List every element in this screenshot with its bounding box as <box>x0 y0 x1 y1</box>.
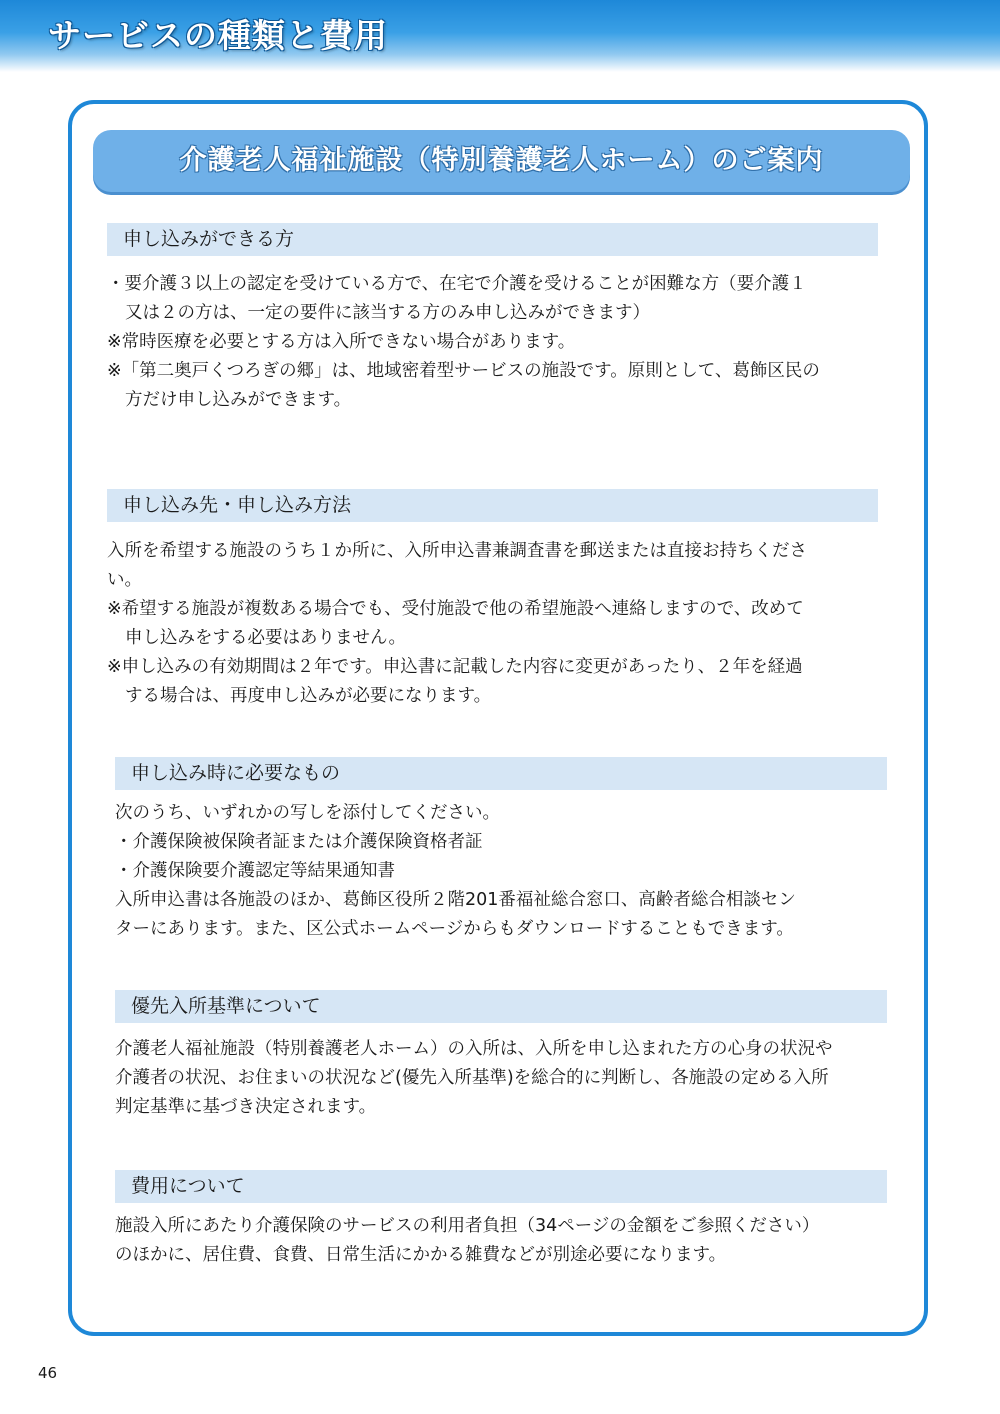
paragraph-application-method <box>107 537 897 711</box>
text-line: い。 <box>107 570 142 590</box>
text-line: 又は２の方は、一定の要件に該当する方のみ申し込みができます） <box>125 303 650 323</box>
text-line: ・介護保険要介護認定等結果通知書 <box>115 861 395 881</box>
text-line: 方だけ申し込みができます。 <box>125 390 352 410</box>
text-line: ターにあります。また、区公式ホームページからもダウンロードすることもできます。 <box>115 919 794 939</box>
text-line: ※常時医療を必要とする方は入所できない場合があります。 <box>107 332 576 352</box>
page-header <box>0 0 1000 72</box>
text-line: ※「第二奥戸くつろぎの郷」は、地域密着型サービスの施設です。原則として、葛飾区民の <box>107 361 820 381</box>
paragraph-priority-criteria <box>115 1035 905 1122</box>
text-line: 入所を希望する施設のうち１か所に、入所申込書兼調査書を郵送または直接お持ちくださ <box>107 541 807 561</box>
text-line: 申し込みをする必要はありません。 <box>125 628 407 648</box>
subhead-costs: 費用について <box>115 1170 887 1203</box>
text-line: 次のうち、いずれかの写しを添付してください。 <box>115 803 500 823</box>
text-line: 介護者の状況、お住まいの状況など(優先入所基準)を総合的に判断し、各施設の定める入所 <box>115 1068 829 1088</box>
text-line: 介護老人福祉施設（特別養護老人ホーム）の入所は、入所を申し込まれた方の心身の状況や <box>115 1039 833 1059</box>
text-line: 施設入所にあたり介護保険のサービスの利用者負担（34ページの金額をご参照ください） <box>115 1216 820 1236</box>
page-title: サービスの種類と費用 <box>48 16 388 55</box>
text-line: ※希望する施設が複数ある場合でも、受付施設で他の希望施設へ連絡しますので、改めて <box>107 599 804 619</box>
text-line: のほかに、居住費、食費、日常生活にかかる雑費などが別途必要になります。 <box>115 1245 727 1265</box>
text-line: する場合は、再度申し込みが必要になります。 <box>125 686 492 706</box>
subhead-required-documents: 申し込み時に必要なもの <box>115 757 887 790</box>
subhead-application-method: 申し込み先・申し込み方法 <box>107 489 878 522</box>
page-number: 46 <box>38 1364 58 1382</box>
paragraph-eligibility <box>107 270 897 415</box>
paragraph-required-documents <box>115 799 905 944</box>
text-line: 入所申込書は各施設のほか、葛飾区役所２階201番福祉総合窓口、高齢者総合相談セン <box>115 890 796 910</box>
section-banner-title: 介護老人福祉施設（特別養護老人ホーム）のご案内 <box>179 145 824 176</box>
subhead-priority-criteria: 優先入所基準について <box>115 990 887 1023</box>
section-banner <box>93 130 910 192</box>
paragraph-costs <box>115 1212 905 1270</box>
text-line: ・要介護３以上の認定を受けている方で、在宅で介護を受けることが困難な方（要介護１ <box>107 274 807 294</box>
text-line: ・介護保険被保険者証または介護保険資格者証 <box>115 832 483 852</box>
text-line: ※申し込みの有効期間は２年です。申込書に記載した内容に変更があったり、２年を経過 <box>107 657 803 677</box>
text-line: 判定基準に基づき決定されます。 <box>115 1097 377 1117</box>
subhead-eligibility: 申し込みができる方 <box>107 223 878 256</box>
